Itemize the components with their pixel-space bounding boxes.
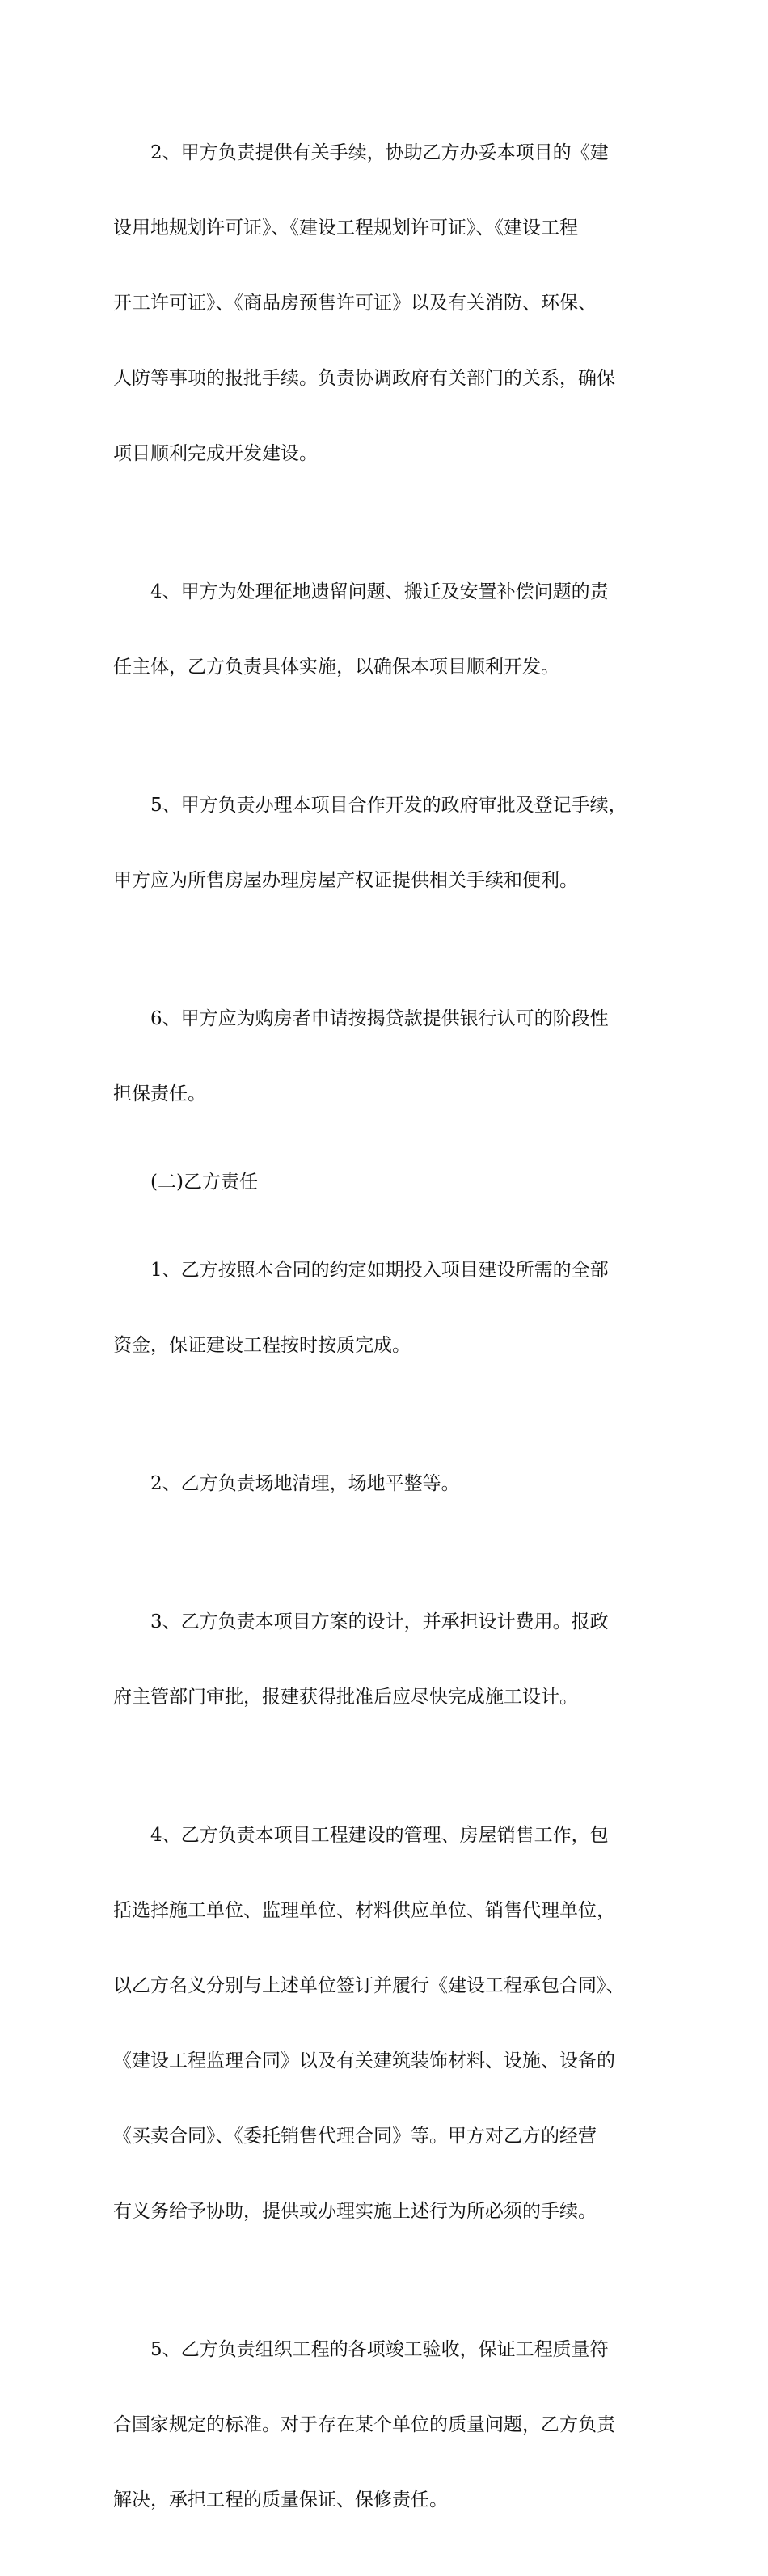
paragraph-party-a-item-6 [113,956,671,1157]
text-line: 担保责任。 [113,1083,206,1104]
text-line: 资金，保证建设工程按时按质完成。 [113,1335,411,1356]
paragraph-party-a-item-5 [113,743,671,944]
text-line: 《买卖合同》、《委托销售代理合同》等。甲方对乙方的经营 [113,2126,597,2147]
paragraph-party-b-item-3 [113,1560,671,1760]
paragraph-party-b-item-2 [113,1421,671,1547]
paragraph-party-b-item-1 [113,1208,671,1408]
text-line: 4、乙方负责本项目工程建设的管理、房屋销售工作，包 [150,1825,609,1846]
text-line: 人防等事项的报批手续。负责协调政府有关部门的关系，确保 [113,368,615,389]
document-body [113,91,671,2576]
paragraph-party-a-item-4 [113,530,671,730]
section-heading: (二)乙方责任 [150,1172,258,1193]
text-line: 合国家规定的标准。对于存在某个单位的质量问题，乙方负责 [113,2414,615,2435]
text-line: 以乙方名义分别与上述单位签订并履行《建设工程承包合同》、 [113,1975,625,1996]
text-line: 1、乙方按照本合同的约定如期投入项目建设所需的全部 [150,1260,609,1281]
text-line: 《建设工程监理合同》以及有关建筑装饰材料、设施、设备的 [113,2050,615,2071]
text-line: 3、乙方负责本项目方案的设计，并承担设计费用。报政 [150,1611,609,1632]
text-line: 项目顺利完成开发建设。 [113,443,318,464]
text-line: 设用地规划许可证》、《建设工程规划许可证》、《建设工程 [113,217,578,239]
text-line: 解决，承担工程的质量保证、保修责任。 [113,2489,448,2511]
text-line: 2、甲方负责提供有关手续，协助乙方办妥本项目的《建 [150,142,609,163]
text-line: 4、甲方为处理征地遗留问题、搬迁及安置补偿问题的责 [150,581,609,602]
text-line: 5、甲方负责办理本项目合作开发的政府审批及登记手续， [150,795,627,816]
text-line: 括选择施工单位、监理单位、材料供应单位、销售代理单位， [113,1900,615,1921]
text-line: 2、乙方负责场地清理，场地平整等。 [150,1473,460,1494]
text-line: 甲方应为所售房屋办理房屋产权证提供相关手续和便利。 [113,870,578,891]
paragraph-party-a-item-2 [113,91,671,517]
text-line: 任主体，乙方负责具体实施，以确保本项目顺利开发。 [113,657,559,678]
paragraph-party-b-item-4 [113,1773,671,2274]
text-line: 府主管部门审批，报建获得批准后应尽快完成施工设计。 [113,1687,578,1708]
text-line: 开工许可证》、《商品房预售许可证》以及有关消防、环保、 [113,293,597,314]
text-line: 有义务给予协助，提供或办理实施上述行为所必须的手续。 [113,2201,597,2222]
text-line: 5、乙方负责组织工程的各项竣工验收，保证工程质量符 [150,2339,609,2360]
paragraph-party-b-item-5 [113,2287,671,2563]
text-line: 6、甲方应为购房者申请按揭贷款提供银行认可的阶段性 [150,1008,609,1029]
